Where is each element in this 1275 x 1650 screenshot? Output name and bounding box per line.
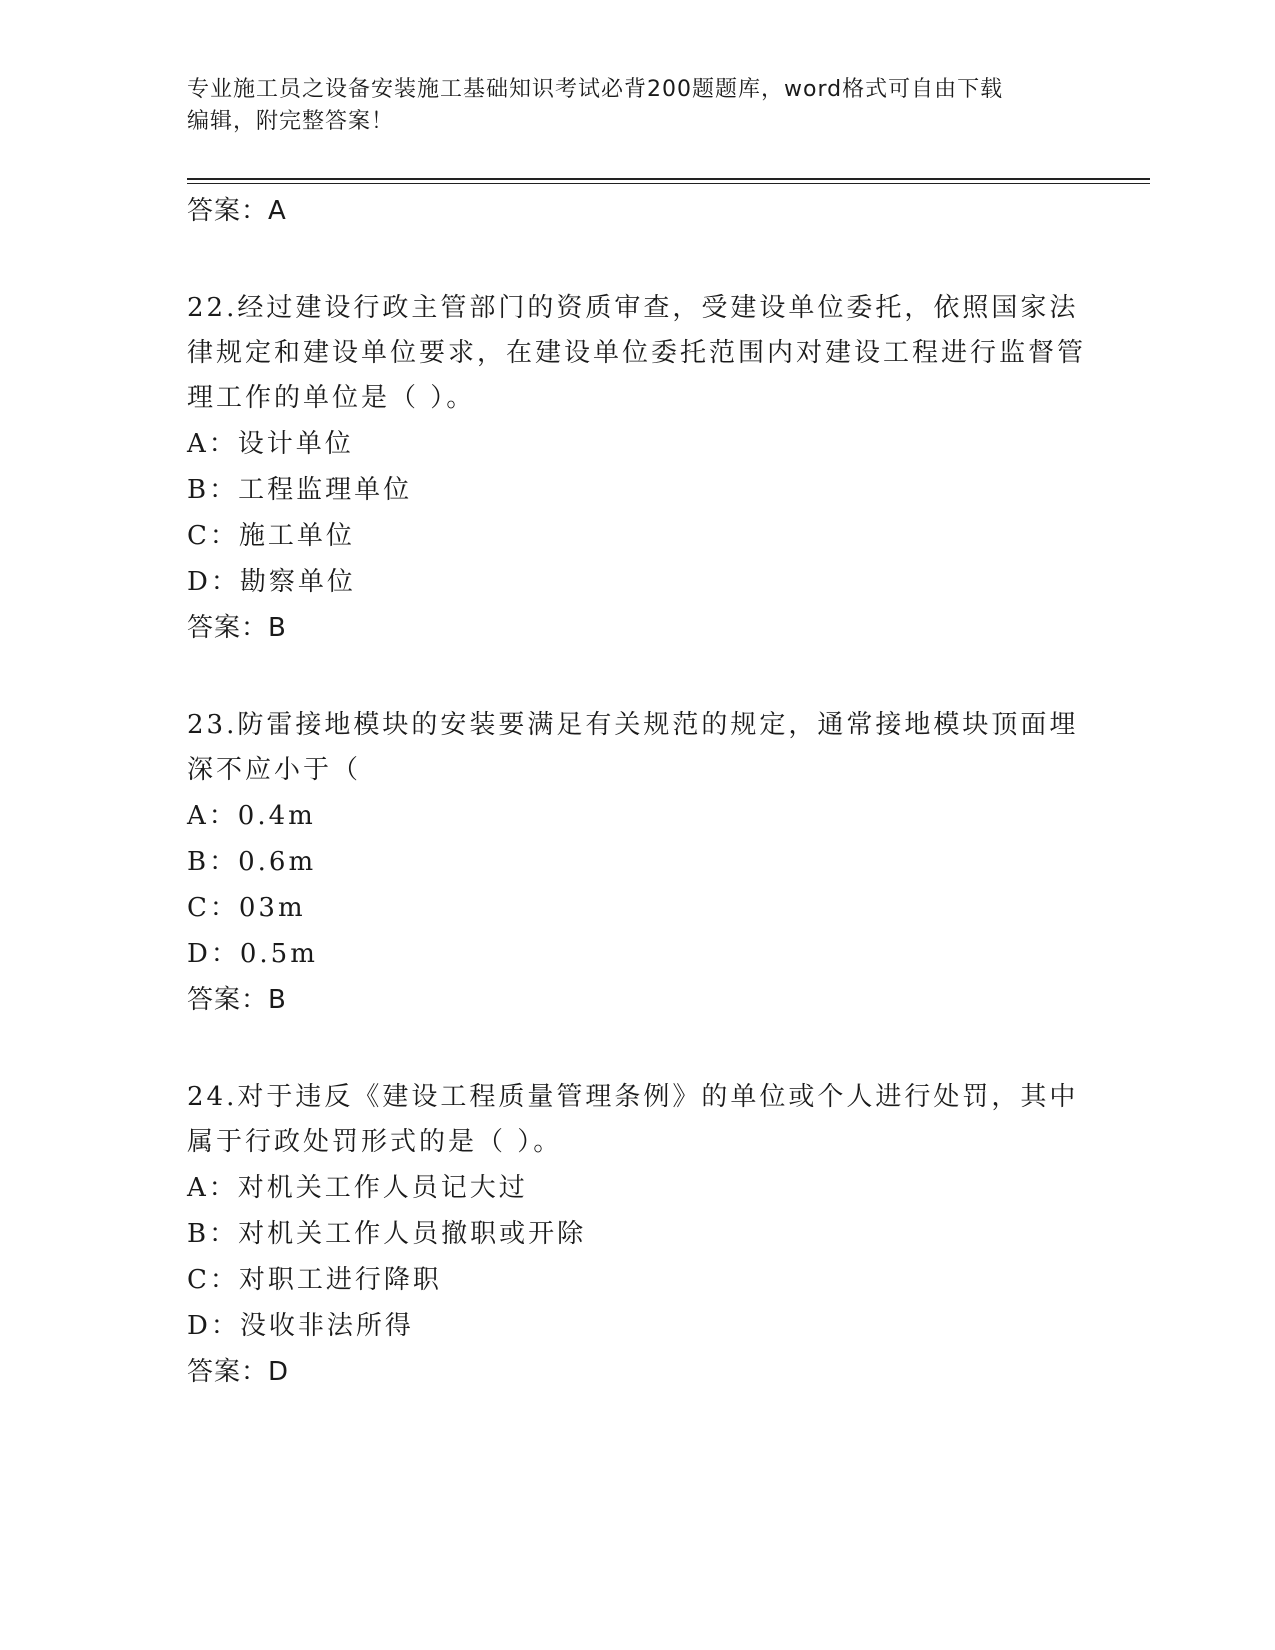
option-b: B：工程监理单位 (187, 475, 413, 505)
option-b: B：对机关工作人员撤职或开除 (187, 1219, 587, 1249)
option-d: D：没收非法所得 (187, 1311, 414, 1341)
header-rule-thin (187, 183, 1150, 184)
option-d: D：0.5m (187, 939, 318, 969)
header-rule-thick (187, 178, 1150, 180)
option-d: D：勘察单位 (187, 567, 356, 597)
option-c: C：对职工进行降职 (187, 1265, 442, 1295)
document-header (187, 74, 1087, 138)
answer: 答案：B (187, 985, 287, 1015)
answer: 答案：D (187, 1357, 290, 1387)
question-22 (187, 286, 1087, 651)
option-a: A：对机关工作人员记大过 (187, 1173, 528, 1203)
option-b: B：0.6m (187, 847, 317, 877)
option-c: C：03m (187, 893, 306, 923)
question-list (187, 188, 1087, 1447)
question-23 (187, 703, 1087, 1023)
header-line-2: 编辑，附完整答案！ (187, 109, 395, 134)
previous-answer: 答案：A (187, 196, 287, 226)
header-line-1: 专业施工员之设备安装施工基础知识考试必背200题题库，word格式可自由下载 (187, 77, 1004, 102)
question-stem: 24.对于违反《建设工程质量管理条例》的单位或个人进行处罚，其中属于行政处罚形式的是（ ）。 (187, 1082, 1079, 1157)
answer: 答案：B (187, 613, 287, 643)
question-stem: 22.经过建设行政主管部门的资质审查，受建设单位委托，依照国家法律规定和建设单位要求，在建设单位委托范围内对建设工程进行监督管理工作的单位是（ ）。 (187, 293, 1087, 413)
question-stem: 23.防雷接地模块的安装要满足有关规范的规定，通常接地模块顶面埋深不应小于（ (187, 710, 1079, 785)
option-c: C：施工单位 (187, 521, 355, 551)
option-a: A：0.4m (187, 801, 316, 831)
option-a: A：设计单位 (187, 429, 354, 459)
question-24 (187, 1075, 1087, 1395)
